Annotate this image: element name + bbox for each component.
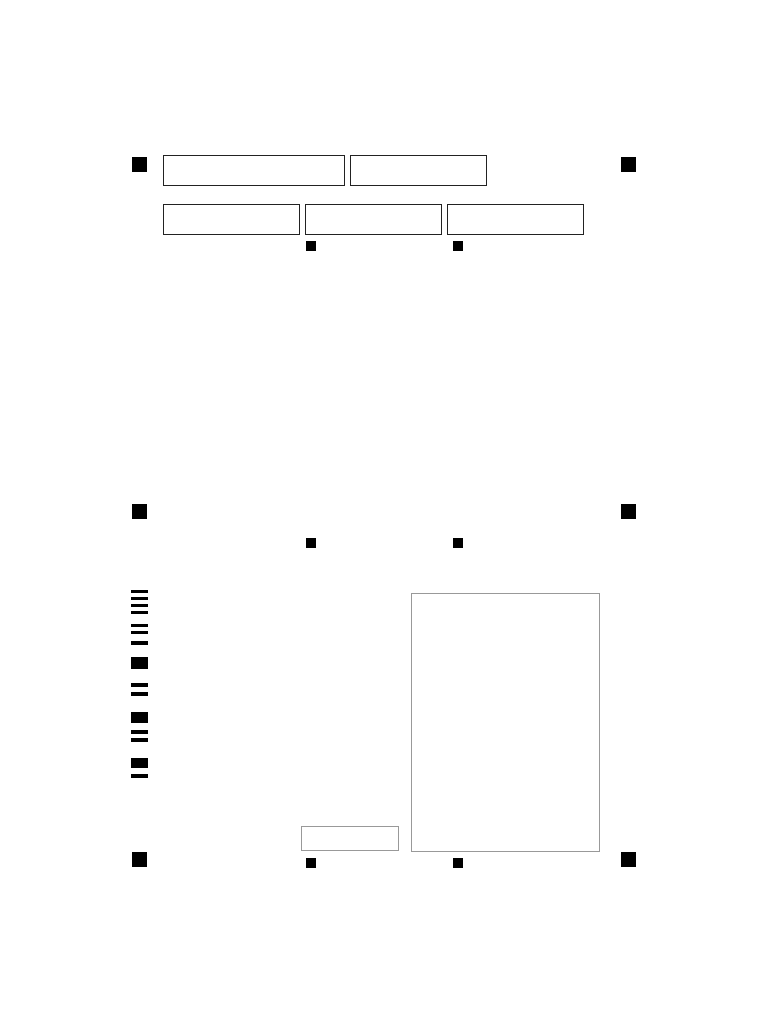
alignment-mark bbox=[306, 858, 316, 868]
key-box bbox=[301, 826, 399, 851]
registration-mark bbox=[132, 157, 147, 172]
class-field[interactable] bbox=[163, 204, 300, 235]
registration-mark bbox=[621, 157, 636, 172]
timing-mark bbox=[131, 657, 148, 669]
timing-mark bbox=[131, 631, 148, 634]
registration-mark bbox=[132, 504, 147, 519]
student-id-grid bbox=[411, 593, 600, 852]
timing-mark bbox=[131, 597, 148, 600]
registration-mark bbox=[132, 852, 147, 867]
timing-mark bbox=[131, 712, 148, 723]
timing-mark bbox=[131, 611, 148, 614]
alignment-mark bbox=[453, 858, 463, 868]
alignment-mark bbox=[306, 538, 316, 548]
timing-mark bbox=[131, 774, 148, 778]
timing-mark bbox=[131, 692, 148, 696]
alignment-mark bbox=[306, 241, 316, 251]
timing-mark bbox=[131, 641, 148, 645]
registration-mark bbox=[621, 852, 636, 867]
nrc-passport-field[interactable] bbox=[305, 204, 442, 235]
alignment-mark bbox=[453, 538, 463, 548]
student-id-field[interactable] bbox=[350, 155, 487, 186]
alignment-mark bbox=[453, 241, 463, 251]
timing-mark bbox=[131, 604, 148, 607]
timing-mark bbox=[131, 624, 148, 627]
timing-mark bbox=[131, 590, 148, 593]
name-field[interactable] bbox=[163, 155, 345, 186]
timing-mark bbox=[131, 683, 148, 687]
timing-mark bbox=[131, 738, 148, 742]
registration-mark bbox=[621, 504, 636, 519]
timing-mark bbox=[131, 758, 148, 768]
course-code-field[interactable] bbox=[447, 204, 584, 235]
timing-mark bbox=[131, 730, 148, 734]
